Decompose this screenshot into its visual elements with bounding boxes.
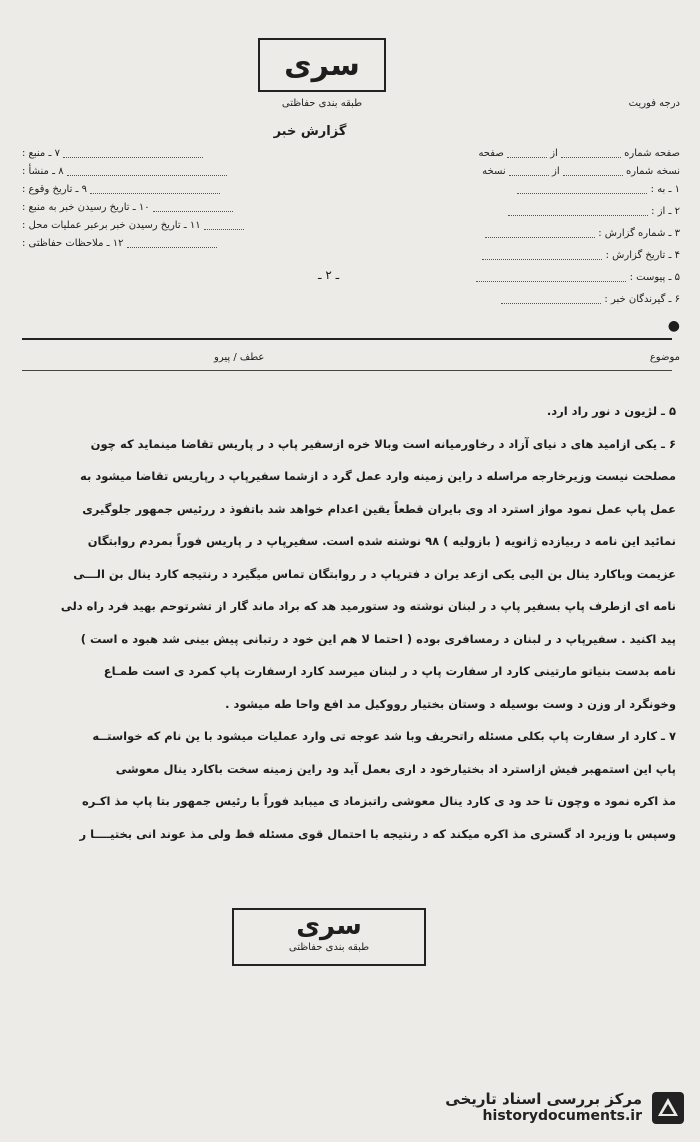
classification-label: سری — [284, 47, 360, 83]
watermark — [445, 1090, 642, 1124]
body-line: وسپس با وزیرد اد گستری مذ اکره میکند که د رنتیجه با احتمال قوی مسئله فط ولی مذ عوند انی بختیــــا ر — [79, 826, 676, 841]
body-line: مصلحت نیست وزیرخارجه مراسله د راین زمینه وارد عمل گرد د ازشما سفیرپاپ د رپاریس تقاضا میشود به — [80, 469, 676, 483]
field-row: ۴ ـ تاریخ گزارش : — [482, 248, 680, 263]
body-line: وخونگرد ار وزن د وست بوسیله د وستان بختیار رووکیل مد افع واحا طه میشود . — [225, 696, 676, 711]
archive-logo-icon — [648, 1088, 688, 1128]
field-row: ۵ ـ پیوست : — [476, 270, 680, 285]
divider-bottom — [22, 370, 672, 371]
body-line: عمل پاپ عمل نمود مواز استرد اد وی بایران قطعاً یقین اعدام خواهد شد باتفوذ د ررئیس جمهور جلوگیری — [82, 501, 676, 516]
field-row: نسخه شماره از نسخه — [482, 166, 680, 177]
field-row: صفحه شماره از صفحه — [478, 148, 680, 159]
field-row: ۸ ـ منشأ : — [22, 164, 227, 179]
body-line: نمائید این نامه د ربیازده ژانویه ( بازولیه ) ۹۸ نوشته شده است. سفیرپاپ د ر پاریس فوراً بمردم روابتگان — [87, 534, 676, 548]
page-marker: ـ ۲ ـ — [318, 268, 340, 282]
body-line: مذ اکره نمود ه وچون تا حد ود ی کارد ینال معوشی راتبزماد ی میبابد فوراً با رئیس جمهور بتا پاپ مذ اکـره — [82, 794, 676, 808]
field-row: ۱۰ ـ تاریخ رسیدن خبر به منبع : — [22, 200, 233, 215]
subject-label: موضوع — [649, 352, 680, 363]
ref-label: عطف / پیرو — [214, 352, 265, 363]
body-line: پاپ این استمهبر فیش ازاسترد اد بختیارخود د اری بعمل آید ود راین زمینه سخت باکارد ینال معوشی — [115, 761, 676, 776]
body-line: نامه ای ازطرف پاپ بسفیر پاپ د ر لبنان نوشته ود ستورمید هد که براد ماند گار از تشرتوحم بهید فرد راه دلی — [60, 599, 676, 613]
field-row: ۱ ـ به : — [517, 182, 680, 197]
bottom-classification-stamp — [232, 908, 426, 966]
field-row: ۹ ـ تاریخ وقوع : — [22, 182, 220, 197]
field-row: ۱۱ ـ تاریخ رسیدن خبر برعبر عملیات محل : — [22, 218, 244, 233]
punch-mark: ● — [667, 318, 680, 334]
field-row: ۲ ـ از : — [508, 204, 680, 219]
classification-sub: طبقه بندی حفاظتی — [281, 98, 363, 109]
classification-stamp — [258, 38, 386, 109]
body-line: ۵ ـ لژیون د نور راد ارد. — [546, 404, 676, 418]
report-title: گزارش خبر — [273, 124, 347, 139]
body-line: نامه بدست بنیاتو مارتینی کارد ار سفارت پاپ د ر لبنان میرسد کارد ارسفارت پاپ کمرد ی است طمـاع — [103, 664, 676, 678]
body-line: عزیمت وباکارد ینال بن الیی یکی ازعد یران د فترپاپ د ر روابتگان تماس میگیرد د رنتیجه کارد ینال بن الـــی — [73, 566, 676, 581]
body-line: پید اکنید . سفیرپاپ د ر لبنان د رمسافری بوده ( احتما لا هم این خود د رتبانی پیش بینی شد هبود ه است ) — [80, 631, 676, 646]
field-row: ۶ ـ گیرندگان خبر : — [501, 292, 680, 307]
bottom-classification-sub: طبقه بندی حفاظتی — [288, 942, 370, 953]
field-row: ۱۲ ـ ملاحظات حفاظتی : — [22, 236, 217, 251]
priority-label: درجه فوریت — [628, 98, 680, 109]
body-line: ۶ ـ یکی ازامید های د نیای آزاد د رخاورمیانه است وبالا خره ازسفیر پاپ د ر پاریس تقاضا مینماید که چون — [90, 436, 676, 451]
body-text — [46, 395, 676, 850]
body-line: ۷ ـ کارد ار سفارت پاپ بکلی مسئله راتحریف وبا شد عوجه تی وارد عملیات میشود با ین نام که خواستــه — [92, 729, 676, 743]
watermark-fa: مرکز بررسی اسناد تاریخی — [445, 1090, 642, 1108]
watermark-url[interactable]: historydocuments.ir — [482, 1108, 642, 1124]
bottom-classification-label: سری — [296, 911, 362, 941]
field-row: ۳ ـ شماره گزارش : — [485, 226, 680, 241]
divider-top — [22, 338, 672, 340]
field-row: ۷ ـ منبع : — [22, 146, 203, 161]
